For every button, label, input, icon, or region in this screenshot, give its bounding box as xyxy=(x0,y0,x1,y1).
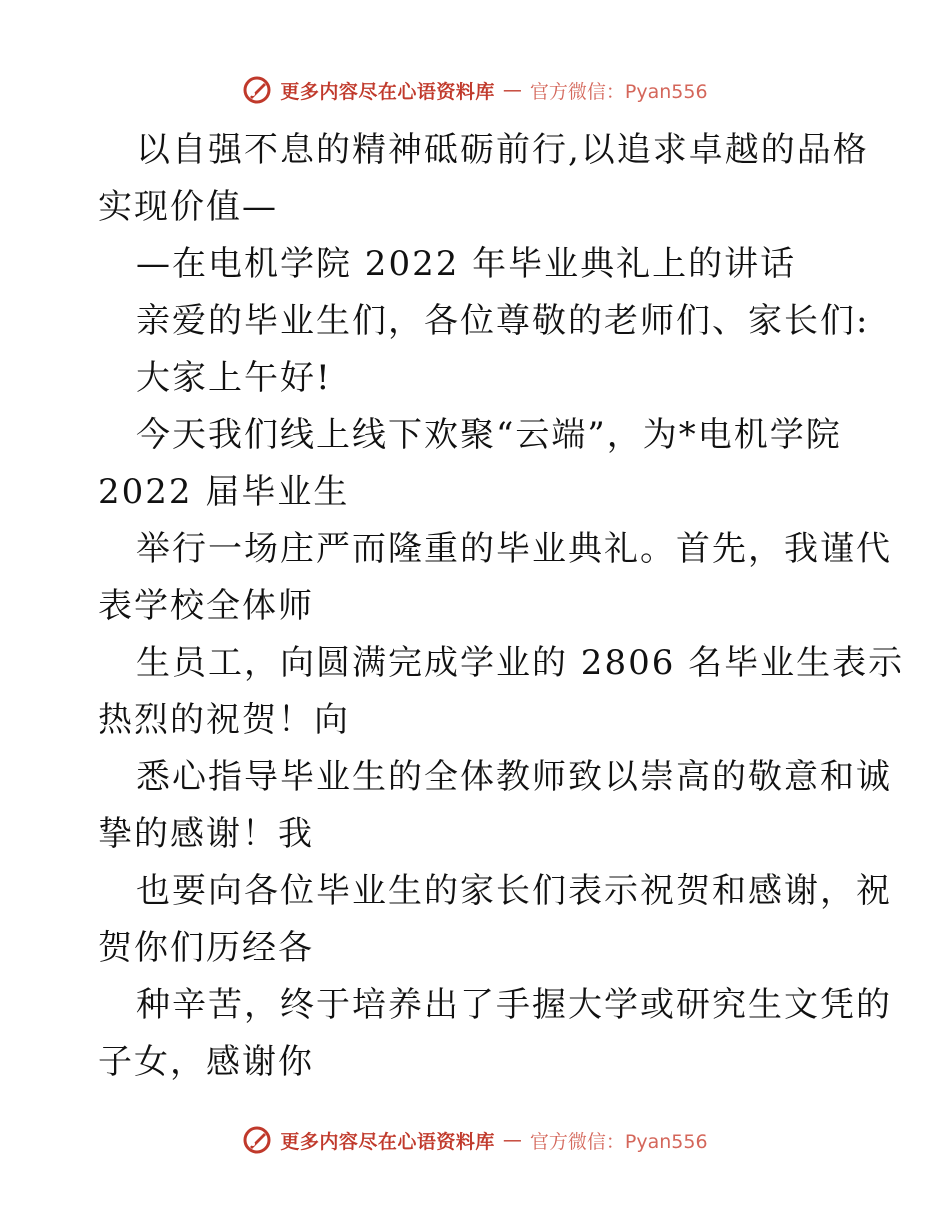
text-line: 种辛苦，终于培养出了手握大学或研究生文凭的 xyxy=(136,985,892,1025)
text-line: 悉心指导毕业生的全体教师致以崇高的敬意和诚 xyxy=(136,757,892,797)
text-line: 生员工，向圆满完成学业的 2806 名毕业生表示 xyxy=(136,643,905,683)
quill-logo-icon xyxy=(242,75,272,105)
text-line: 挚的感谢！我 xyxy=(98,814,314,854)
text-line: 贺你们历经各 xyxy=(98,928,314,968)
text-line: 举行一场庄严而隆重的毕业典礼。首先，我谨代 xyxy=(136,529,892,569)
quill-logo-icon xyxy=(242,1125,272,1155)
watermark-separator: — xyxy=(502,79,522,101)
text-line: 大家上午好! xyxy=(136,358,332,398)
text-line: 今天我们线上线下欢聚“云端”，为*电机学院 xyxy=(136,415,842,455)
text-line: 亲爱的毕业生们，各位尊敬的老师们、家长们: xyxy=(136,301,870,341)
watermark-wechat-text: 官方微信：Pyan556 xyxy=(529,1130,708,1153)
watermark-separator: — xyxy=(502,1129,522,1151)
document-body xyxy=(98,122,905,1091)
text-line: 也要向各位毕业生的家长们表示祝贺和感谢，祝 xyxy=(136,871,892,911)
watermark-site-text: 更多内容尽在心语资料库 xyxy=(280,80,495,103)
footer-watermark xyxy=(0,1122,950,1158)
text-line: 子女，感谢你 xyxy=(98,1042,314,1082)
text-line: —在电机学院 2022 年毕业典礼上的讲话 xyxy=(136,244,797,284)
text-line: 实现价值— xyxy=(98,187,278,227)
watermark-wechat-text: 官方微信：Pyan556 xyxy=(529,80,708,103)
text-line: 表学校全体师 xyxy=(98,586,314,626)
text-line: 热烈的祝贺！向 xyxy=(98,700,350,740)
header-watermark xyxy=(0,72,950,108)
text-line: 2022 届毕业生 xyxy=(98,472,350,512)
watermark-site-text: 更多内容尽在心语资料库 xyxy=(280,1130,495,1153)
text-line: 以自强不息的精神砥砺前行,以追求卓越的品格 xyxy=(136,130,869,170)
